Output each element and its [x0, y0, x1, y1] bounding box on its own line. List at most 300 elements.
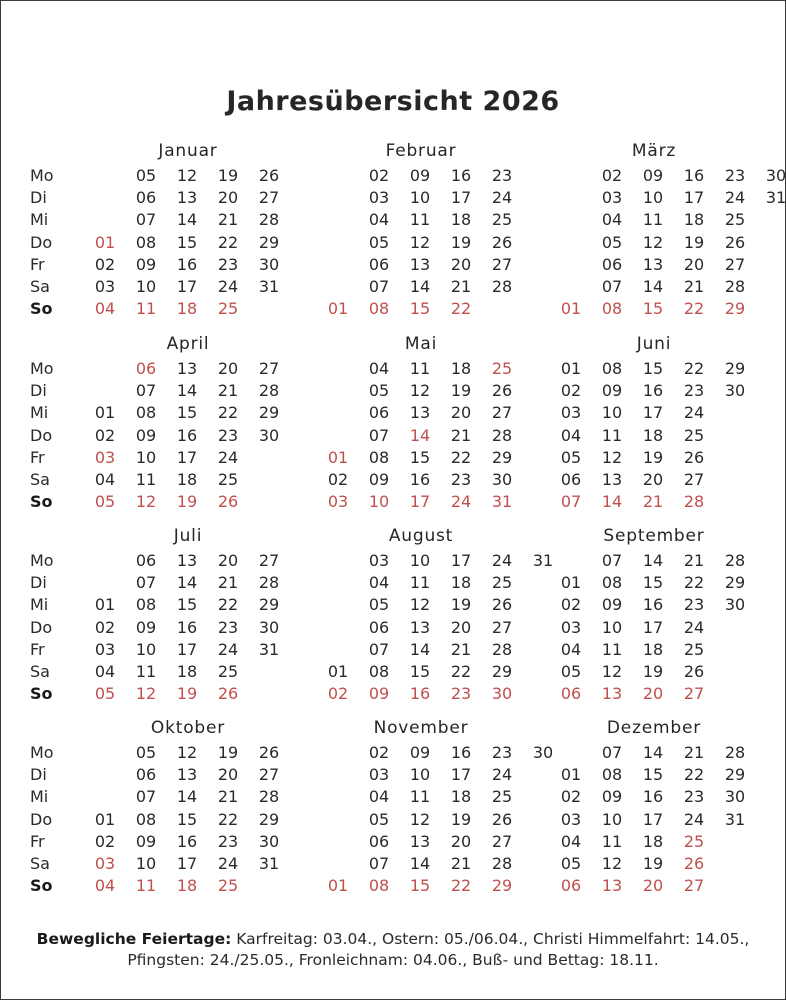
day-cell: 16 — [176, 425, 198, 445]
day-cell: 18 — [176, 662, 198, 681]
day-cell: 20 — [450, 254, 472, 274]
weekday-label: Di — [30, 381, 47, 401]
day-cell: 16 — [642, 595, 664, 615]
day-cell: 18 — [176, 299, 198, 319]
day-cell: 09 — [601, 595, 623, 615]
day-cell: 27 — [491, 403, 513, 423]
day-cell: 18 — [450, 359, 472, 378]
day-cell: 23 — [217, 831, 239, 851]
day-cell: 24 — [450, 492, 472, 512]
day-cell: 26 — [217, 492, 239, 512]
day-cell: 16 — [409, 470, 431, 489]
day-cell: 13 — [642, 254, 664, 274]
day-cell: 16 — [642, 787, 664, 807]
day-cell: 06 — [135, 551, 157, 570]
day-cell: 20 — [217, 551, 239, 570]
day-cell: 28 — [491, 639, 513, 659]
day-cell: 08 — [601, 299, 623, 319]
day-cell: 09 — [601, 787, 623, 807]
day-cell: 17 — [176, 447, 198, 467]
day-cell: 22 — [683, 573, 705, 593]
day-cell: 17 — [176, 854, 198, 873]
day-cell: 09 — [135, 831, 157, 851]
day-cell: 11 — [601, 425, 623, 445]
day-cell: 14 — [409, 854, 431, 873]
day-cell: 03 — [94, 277, 116, 296]
day-cell: 12 — [176, 743, 198, 762]
day-cell: 25 — [491, 210, 513, 230]
day-cell: 12 — [601, 447, 623, 467]
day-cell: 11 — [601, 831, 623, 851]
day-cell: 31 — [765, 188, 786, 208]
day-cell: 19 — [176, 492, 198, 512]
day-cell: 21 — [217, 573, 239, 593]
day-cell: 02 — [601, 166, 623, 185]
day-cell: 23 — [217, 425, 239, 445]
day-cell: 29 — [258, 403, 280, 423]
day-cell: 11 — [409, 787, 431, 807]
day-cell: 21 — [683, 551, 705, 570]
day-cell: 26 — [724, 232, 746, 252]
day-cell: 07 — [135, 381, 157, 401]
day-cell: 24 — [217, 447, 239, 467]
movable-holidays-line1: Karfreitag: 03.04., Ostern: 05./06.04., Christi Himmelfahrt: 14.05., — [231, 930, 750, 948]
day-cell: 09 — [368, 684, 390, 704]
day-cell: 01 — [560, 573, 582, 593]
day-cell: 12 — [409, 595, 431, 615]
day-cell: 07 — [368, 277, 390, 296]
day-cell: 19 — [217, 166, 239, 185]
day-cell: 24 — [683, 809, 705, 829]
day-cell: 03 — [94, 639, 116, 659]
day-cell: 23 — [450, 684, 472, 704]
day-cell: 16 — [642, 381, 664, 401]
weekday-label: Di — [30, 765, 47, 785]
day-cell: 10 — [409, 188, 431, 208]
day-cell: 25 — [217, 876, 239, 896]
day-cell: 18 — [450, 787, 472, 807]
day-cell: 26 — [683, 447, 705, 467]
day-cell: 30 — [765, 166, 786, 185]
day-cell: 07 — [135, 573, 157, 593]
day-cell: 26 — [683, 854, 705, 873]
day-cell: 17 — [642, 403, 664, 423]
weekday-label: Mi — [30, 787, 49, 807]
day-cell: 03 — [560, 617, 582, 637]
day-cell: 22 — [217, 809, 239, 829]
day-cell: 28 — [724, 277, 746, 296]
day-cell: 20 — [642, 684, 664, 704]
day-cell: 20 — [683, 254, 705, 274]
day-cell: 02 — [368, 166, 390, 185]
day-cell: 14 — [176, 573, 198, 593]
day-cell: 17 — [176, 639, 198, 659]
day-cell: 02 — [327, 470, 349, 489]
day-cell: 01 — [327, 447, 349, 467]
weekday-label: Sa — [30, 854, 50, 873]
day-cell: 06 — [368, 254, 390, 274]
day-cell: 05 — [135, 743, 157, 762]
day-cell: 30 — [258, 831, 280, 851]
day-cell: 15 — [176, 232, 198, 252]
day-cell: 06 — [135, 765, 157, 785]
day-cell: 05 — [94, 684, 116, 704]
day-cell: 08 — [368, 662, 390, 681]
day-cell: 04 — [560, 831, 582, 851]
day-cell: 31 — [258, 277, 280, 296]
day-cell: 26 — [491, 381, 513, 401]
day-cell: 15 — [642, 765, 664, 785]
day-cell: 13 — [176, 359, 198, 378]
day-cell: 24 — [491, 551, 513, 570]
day-cell: 21 — [683, 277, 705, 296]
day-cell: 25 — [491, 787, 513, 807]
day-cell: 01 — [560, 359, 582, 378]
month-name-april: April — [166, 334, 210, 354]
day-cell: 01 — [327, 876, 349, 896]
day-cell: 11 — [135, 876, 157, 896]
day-cell: 10 — [135, 639, 157, 659]
day-cell: 29 — [724, 573, 746, 593]
day-cell: 18 — [176, 470, 198, 489]
weekday-label: Sa — [30, 277, 50, 296]
day-cell: 07 — [135, 210, 157, 230]
weekday-label: Do — [30, 809, 53, 829]
day-cell: 04 — [601, 210, 623, 230]
day-cell: 05 — [560, 854, 582, 873]
weekday-label: So — [30, 492, 53, 512]
day-cell: 28 — [724, 743, 746, 762]
weekday-label: Mo — [30, 743, 54, 762]
day-cell: 08 — [135, 809, 157, 829]
day-cell: 08 — [135, 595, 157, 615]
day-cell: 23 — [217, 254, 239, 274]
day-cell: 09 — [409, 166, 431, 185]
day-cell: 15 — [642, 573, 664, 593]
month-name-oktober: Oktober — [150, 718, 226, 738]
day-cell: 17 — [683, 188, 705, 208]
day-cell: 25 — [683, 425, 705, 445]
day-cell: 23 — [217, 617, 239, 637]
day-cell: 13 — [176, 188, 198, 208]
month-name-januar: Januar — [158, 141, 218, 161]
day-cell: 14 — [409, 277, 431, 296]
day-cell: 04 — [560, 639, 582, 659]
day-cell: 06 — [368, 617, 390, 637]
day-cell: 30 — [491, 684, 513, 704]
day-cell: 05 — [368, 595, 390, 615]
day-cell: 11 — [642, 210, 664, 230]
month-name-dezember: Dezember — [606, 718, 702, 738]
day-cell: 12 — [601, 854, 623, 873]
day-cell: 12 — [642, 232, 664, 252]
day-cell: 22 — [683, 765, 705, 785]
day-cell: 18 — [450, 573, 472, 593]
day-cell: 24 — [491, 765, 513, 785]
month-name-juli: Juli — [173, 526, 203, 546]
day-cell: 13 — [601, 684, 623, 704]
day-cell: 19 — [450, 595, 472, 615]
day-cell: 12 — [135, 492, 157, 512]
day-cell: 02 — [94, 425, 116, 445]
day-cell: 27 — [258, 765, 280, 785]
day-cell: 07 — [135, 787, 157, 807]
day-cell: 28 — [724, 551, 746, 570]
day-cell: 30 — [258, 617, 280, 637]
day-cell: 26 — [258, 743, 280, 762]
day-cell: 06 — [601, 254, 623, 274]
day-cell: 09 — [135, 425, 157, 445]
day-cell: 07 — [560, 492, 582, 512]
day-cell: 14 — [409, 639, 431, 659]
day-cell: 03 — [327, 492, 349, 512]
day-cell: 14 — [601, 492, 623, 512]
month-name-juni: Juni — [636, 334, 672, 354]
day-cell: 27 — [683, 470, 705, 489]
day-cell: 10 — [135, 447, 157, 467]
weekday-label: Do — [30, 617, 53, 637]
day-cell: 15 — [409, 876, 431, 896]
day-cell: 04 — [368, 787, 390, 807]
month-name-mai: Mai — [404, 334, 438, 354]
day-cell: 06 — [135, 188, 157, 208]
day-cell: 14 — [176, 787, 198, 807]
day-cell: 19 — [450, 809, 472, 829]
day-cell: 20 — [642, 470, 664, 489]
day-cell: 04 — [94, 662, 116, 681]
day-cell: 22 — [217, 595, 239, 615]
day-cell: 03 — [560, 809, 582, 829]
day-cell: 18 — [176, 876, 198, 896]
day-cell: 02 — [368, 743, 390, 762]
day-cell: 15 — [409, 662, 431, 681]
day-cell: 02 — [327, 684, 349, 704]
day-cell: 15 — [409, 299, 431, 319]
day-cell: 01 — [94, 403, 116, 423]
day-cell: 27 — [683, 684, 705, 704]
day-cell: 17 — [450, 188, 472, 208]
day-cell: 25 — [491, 359, 513, 378]
day-cell: 14 — [642, 277, 664, 296]
day-cell: 25 — [217, 662, 239, 681]
day-cell: 20 — [642, 876, 664, 896]
month-name-november: November — [373, 718, 469, 738]
day-cell: 16 — [409, 684, 431, 704]
day-cell: 01 — [94, 232, 116, 252]
day-cell: 03 — [94, 854, 116, 873]
day-cell: 15 — [409, 447, 431, 467]
day-cell: 07 — [368, 639, 390, 659]
day-cell: 08 — [135, 232, 157, 252]
day-cell: 30 — [532, 743, 554, 762]
day-cell: 20 — [217, 765, 239, 785]
day-cell: 29 — [491, 447, 513, 467]
day-cell: 15 — [176, 809, 198, 829]
day-cell: 19 — [450, 232, 472, 252]
day-cell: 27 — [491, 617, 513, 637]
day-cell: 26 — [258, 166, 280, 185]
day-cell: 29 — [724, 299, 746, 319]
weekday-label: Do — [30, 232, 53, 252]
day-cell: 13 — [176, 551, 198, 570]
day-cell: 11 — [409, 210, 431, 230]
day-cell: 03 — [368, 765, 390, 785]
weekday-label: Di — [30, 573, 47, 593]
day-cell: 16 — [176, 254, 198, 274]
day-cell: 10 — [409, 765, 431, 785]
day-cell: 29 — [724, 765, 746, 785]
day-cell: 28 — [491, 277, 513, 296]
day-cell: 31 — [258, 639, 280, 659]
day-cell: 13 — [409, 254, 431, 274]
day-cell: 24 — [683, 617, 705, 637]
day-cell: 01 — [327, 662, 349, 681]
day-cell: 15 — [642, 359, 664, 378]
day-cell: 30 — [724, 595, 746, 615]
day-cell: 23 — [683, 595, 705, 615]
day-cell: 30 — [258, 425, 280, 445]
weekday-label: Mi — [30, 595, 49, 615]
day-cell: 26 — [491, 809, 513, 829]
day-cell: 25 — [491, 573, 513, 593]
day-cell: 18 — [642, 639, 664, 659]
day-cell: 13 — [176, 765, 198, 785]
day-cell: 12 — [176, 166, 198, 185]
day-cell: 10 — [368, 492, 390, 512]
weekday-label: So — [30, 299, 53, 319]
day-cell: 09 — [409, 743, 431, 762]
day-cell: 11 — [601, 639, 623, 659]
day-cell: 17 — [450, 765, 472, 785]
day-cell: 13 — [409, 617, 431, 637]
day-cell: 28 — [683, 492, 705, 512]
day-cell: 08 — [601, 765, 623, 785]
day-cell: 05 — [368, 809, 390, 829]
day-cell: 17 — [642, 617, 664, 637]
day-cell: 14 — [642, 743, 664, 762]
month-name-märz: März — [631, 141, 677, 161]
day-cell: 06 — [368, 831, 390, 851]
day-cell: 31 — [258, 854, 280, 873]
movable-holidays-line2: Pfingsten: 24./25.05., Fronleichnam: 04.06., Buß- und Bettag: 18.11. — [127, 951, 659, 969]
day-cell: 05 — [560, 662, 582, 681]
day-cell: 15 — [642, 299, 664, 319]
day-cell: 10 — [601, 403, 623, 423]
day-cell: 27 — [258, 551, 280, 570]
day-cell: 16 — [450, 743, 472, 762]
day-cell: 14 — [642, 551, 664, 570]
day-cell: 21 — [217, 381, 239, 401]
day-cell: 24 — [683, 403, 705, 423]
day-cell: 10 — [601, 617, 623, 637]
day-cell: 22 — [450, 447, 472, 467]
day-cell: 02 — [94, 831, 116, 851]
day-cell: 15 — [176, 403, 198, 423]
day-cell: 20 — [217, 188, 239, 208]
day-cell: 23 — [683, 787, 705, 807]
month-name-februar: Februar — [385, 141, 457, 161]
day-cell: 19 — [683, 232, 705, 252]
page-title: Jahresübersicht 2026 — [226, 86, 560, 117]
day-cell: 24 — [217, 277, 239, 296]
day-cell: 24 — [217, 854, 239, 873]
day-cell: 10 — [409, 551, 431, 570]
day-cell: 01 — [560, 765, 582, 785]
day-cell: 06 — [560, 684, 582, 704]
day-cell: 01 — [94, 595, 116, 615]
day-cell: 08 — [601, 573, 623, 593]
day-cell: 19 — [217, 743, 239, 762]
day-cell: 04 — [94, 470, 116, 489]
day-cell: 29 — [258, 232, 280, 252]
day-cell: 10 — [135, 277, 157, 296]
day-cell: 31 — [724, 809, 746, 829]
day-cell: 20 — [450, 617, 472, 637]
day-cell: 23 — [491, 166, 513, 185]
day-cell: 22 — [450, 876, 472, 896]
day-cell: 25 — [683, 831, 705, 851]
day-cell: 11 — [409, 359, 431, 378]
day-cell: 14 — [409, 425, 431, 445]
weekday-label: Fr — [30, 831, 45, 851]
day-cell: 04 — [368, 359, 390, 378]
day-cell: 01 — [94, 809, 116, 829]
day-cell: 06 — [368, 403, 390, 423]
day-cell: 10 — [135, 854, 157, 873]
day-cell: 13 — [601, 470, 623, 489]
day-cell: 30 — [724, 787, 746, 807]
movable-holidays-label: Bewegliche Feiertage: — [36, 930, 232, 948]
day-cell: 04 — [368, 573, 390, 593]
day-cell: 11 — [135, 299, 157, 319]
day-cell: 24 — [724, 188, 746, 208]
day-cell: 09 — [601, 381, 623, 401]
day-cell: 21 — [450, 277, 472, 296]
day-cell: 01 — [327, 299, 349, 319]
day-cell: 31 — [491, 492, 513, 512]
day-cell: 27 — [683, 876, 705, 896]
day-cell: 06 — [560, 876, 582, 896]
day-cell: 23 — [724, 166, 746, 185]
day-cell: 29 — [491, 662, 513, 681]
day-cell: 08 — [368, 876, 390, 896]
day-cell: 03 — [368, 551, 390, 570]
weekday-label: So — [30, 876, 53, 896]
day-cell: 21 — [450, 425, 472, 445]
day-cell: 29 — [258, 595, 280, 615]
month-name-august: August — [388, 526, 454, 546]
day-cell: 05 — [135, 166, 157, 185]
day-cell: 19 — [176, 684, 198, 704]
day-cell: 15 — [176, 595, 198, 615]
day-cell: 19 — [642, 854, 664, 873]
day-cell: 17 — [176, 277, 198, 296]
day-cell: 23 — [683, 381, 705, 401]
day-cell: 21 — [450, 854, 472, 873]
day-cell: 19 — [642, 662, 664, 681]
day-cell: 04 — [560, 425, 582, 445]
day-cell: 16 — [176, 617, 198, 637]
day-cell: 05 — [368, 381, 390, 401]
weekday-label: Mi — [30, 403, 49, 423]
day-cell: 08 — [368, 299, 390, 319]
day-cell: 02 — [94, 617, 116, 637]
weekday-label: Fr — [30, 447, 45, 467]
month-name-september: September — [603, 526, 705, 546]
day-cell: 30 — [258, 254, 280, 274]
day-cell: 24 — [217, 639, 239, 659]
day-cell: 02 — [560, 787, 582, 807]
